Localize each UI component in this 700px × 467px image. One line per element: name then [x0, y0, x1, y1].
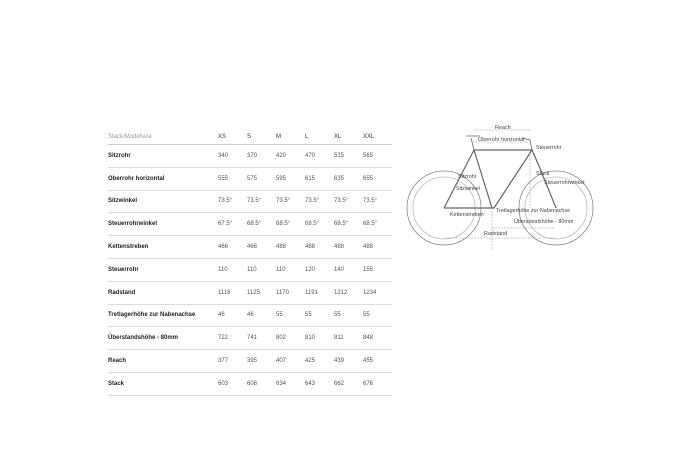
cell-value: 470	[305, 145, 334, 168]
cell-value: 407	[276, 350, 305, 373]
table-row	[108, 167, 392, 190]
size-header-s: S	[247, 130, 276, 145]
size-header-xs: XS	[218, 130, 247, 145]
row-label: Tretlagerhöhe zur Nabenachse	[108, 304, 218, 327]
cell-value: 73.5°	[305, 190, 334, 213]
cell-value: 425	[305, 350, 334, 373]
cell-value: 55	[305, 304, 334, 327]
cell-value: 68.5°	[305, 213, 334, 236]
cell-value: 1234	[363, 281, 392, 304]
label-chainstay: Kettenstreben	[450, 212, 484, 218]
cell-value: 488	[305, 236, 334, 259]
cell-value: 73.5°	[334, 190, 363, 213]
cell-value: 455	[363, 350, 392, 373]
cell-value: 73.5°	[247, 190, 276, 213]
cell-value: 488	[334, 236, 363, 259]
cell-value: 395	[247, 350, 276, 373]
cell-value: 370	[247, 145, 276, 168]
label-reach: Reach	[495, 125, 511, 131]
row-label: Sitzwinkel	[108, 190, 218, 213]
cell-value: 676	[363, 372, 392, 395]
cell-value: 68.5°	[334, 213, 363, 236]
cell-value: 110	[218, 258, 247, 281]
cell-value: 68.5°	[276, 213, 305, 236]
table-row	[108, 190, 392, 213]
cell-value: 634	[276, 372, 305, 395]
cell-value: 73.5°	[363, 190, 392, 213]
cell-value: 1170	[276, 281, 305, 304]
cell-value: 420	[276, 145, 305, 168]
cell-value: 110	[247, 258, 276, 281]
row-label: Steuerrohr	[108, 258, 218, 281]
table-row	[108, 236, 392, 259]
cell-value: 802	[276, 327, 305, 350]
cell-value: 662	[334, 372, 363, 395]
cell-value: 565	[363, 145, 392, 168]
label-standover: Überstandshöhe - 80mm	[514, 219, 574, 225]
row-label: Oberrohr horizontal	[108, 167, 218, 190]
cell-value: 110	[276, 258, 305, 281]
cell-value: 67.5°	[218, 213, 247, 236]
row-label: Überstandshöhe - 80mm	[108, 327, 218, 350]
cell-value: 466	[218, 236, 247, 259]
table-row	[108, 327, 392, 350]
label-head-tube: Steuerrohr	[536, 145, 562, 151]
table-row	[108, 258, 392, 281]
cell-value: 848	[363, 327, 392, 350]
cell-value: 155	[363, 258, 392, 281]
label-stack: Stack	[536, 171, 550, 177]
cell-value: 555	[218, 167, 247, 190]
row-label: Kettenstreben	[108, 236, 218, 259]
cell-value: 635	[334, 167, 363, 190]
cell-value: 643	[305, 372, 334, 395]
cell-value: 55	[276, 304, 305, 327]
table-row	[108, 281, 392, 304]
table-header-label: Stack/Modelsize	[108, 130, 218, 145]
cell-value: 55	[334, 304, 363, 327]
cell-value: 603	[218, 372, 247, 395]
cell-value: 595	[276, 167, 305, 190]
label-seat-tube: Sitzrohr	[458, 174, 477, 180]
label-top-tube: Oberrohr horizontal	[478, 137, 525, 143]
size-header-xl: XL	[334, 130, 363, 145]
cell-value: 120	[305, 258, 334, 281]
cell-value: 488	[363, 236, 392, 259]
cell-value: 377	[218, 350, 247, 373]
row-label: Steuerrohrwinkel	[108, 213, 218, 236]
cell-value: 608	[247, 372, 276, 395]
table-row	[108, 350, 392, 373]
size-header-m: M	[276, 130, 305, 145]
cell-value: 810	[305, 327, 334, 350]
table-header-row	[108, 130, 392, 145]
cell-value: 1125	[247, 281, 276, 304]
cell-value: 1191	[305, 281, 334, 304]
cell-value: 46	[218, 304, 247, 327]
table-row	[108, 304, 392, 327]
cell-value: 140	[334, 258, 363, 281]
row-label: Sitzrohr	[108, 145, 218, 168]
cell-value: 340	[218, 145, 247, 168]
table-row	[108, 145, 392, 168]
label-seat-angle: Sitzwinkel	[456, 186, 480, 192]
cell-value: 741	[247, 327, 276, 350]
cell-value: 68.5°	[363, 213, 392, 236]
cell-value: 722	[218, 327, 247, 350]
label-wheelbase: Radstand	[484, 231, 508, 237]
cell-value: 68.5°	[247, 213, 276, 236]
size-header-xxl: XXL	[363, 130, 392, 145]
table-row	[108, 213, 392, 236]
row-label: Reach	[108, 350, 218, 373]
cell-value: 466	[247, 236, 276, 259]
geometry-table	[108, 130, 392, 396]
cell-value: 811	[334, 327, 363, 350]
cell-value: 655	[363, 167, 392, 190]
cell-value: 488	[276, 236, 305, 259]
cell-value: 73.5°	[218, 190, 247, 213]
cell-value: 1212	[334, 281, 363, 304]
cell-value: 615	[305, 167, 334, 190]
cell-value: 55	[363, 304, 392, 327]
row-label: Stack	[108, 372, 218, 395]
table-body	[108, 145, 392, 396]
label-head-angle: Steuerrohrwinkel	[544, 180, 585, 186]
cell-value: 46	[247, 304, 276, 327]
cell-value: 1116	[218, 281, 247, 304]
bike-geometry-diagram	[404, 120, 604, 250]
size-header-l: L	[305, 130, 334, 145]
table-row	[108, 372, 392, 395]
label-bb-drop: Tretlagerhöhe zur Nabenachse	[496, 208, 571, 214]
row-label: Radstand	[108, 281, 218, 304]
cell-value: 439	[334, 350, 363, 373]
cell-value: 73.5°	[276, 190, 305, 213]
cell-value: 515	[334, 145, 363, 168]
cell-value: 575	[247, 167, 276, 190]
